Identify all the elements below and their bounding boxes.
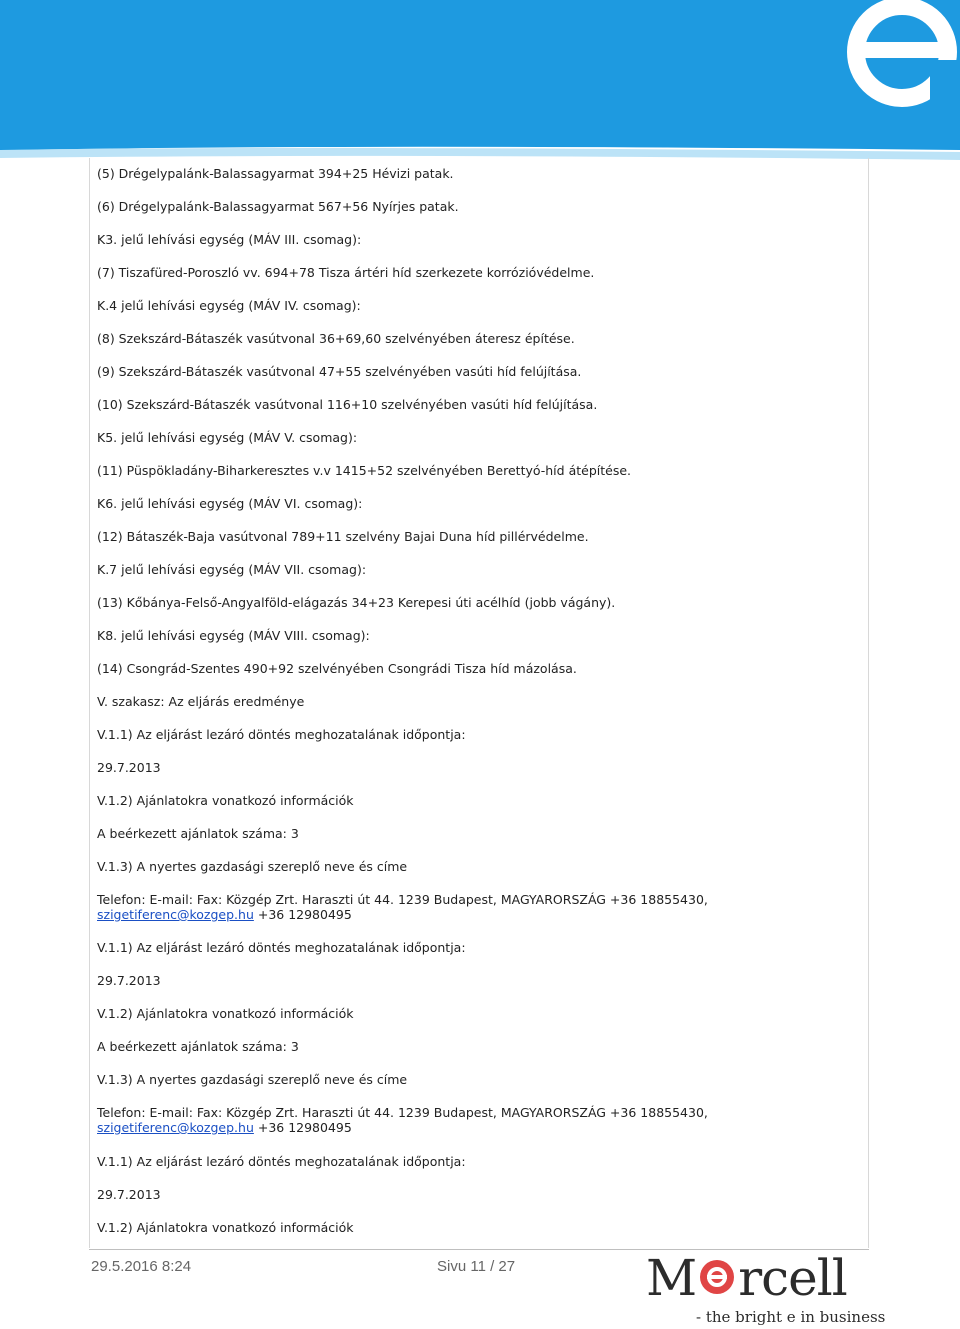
text-line: V.1.1) Az eljárást lezáró döntés meghozatalának időpontja: [97, 940, 466, 955]
header-banner [0, 0, 960, 170]
text-line: (5) Drégelypalánk-Balassagyarmat 394+25 Hévizi patak. [97, 166, 454, 181]
email-link[interactable]: szigetiferenc@kozgep.hu [97, 1120, 254, 1135]
text-line: (13) Kőbánya-Felső-Angyalföld-elágazás 34+23 Kerepesi úti acélhíd (jobb vágány). [97, 595, 616, 610]
date-value: 29.7.2013 [97, 1187, 161, 1202]
text-line: (12) Bátaszék-Baja vasútvonal 789+11 szelvény Bajai Duna híd pillérvédelme. [97, 529, 589, 544]
section-heading: K6. jelű lehívási egység (MÁV VI. csomag): [97, 496, 363, 511]
section-heading: K8. jelű lehívási egység (MÁV VIII. csomag): [97, 628, 370, 643]
text-line: (7) Tiszafüred-Poroszló vv. 694+78 Tisza ártéri híd szerkezete korrózióvédelme. [97, 265, 595, 280]
section-heading: K.4 jelű lehívási egység (MÁV IV. csomag): [97, 298, 361, 313]
contact-text: Telefon: E-mail: Fax: Közgép Zrt. Haraszti út 44. 1239 Budapest, MAGYARORSZÁG +36 18855430, [97, 892, 708, 907]
text-line: V.1.2) Ajánlatokra vonatkozó információk [97, 1220, 354, 1235]
text-line: (8) Szekszárd-Bátaszék vasútvonal 36+69,60 szelvényében áteresz építése. [97, 331, 575, 346]
section-heading: K5. jelű lehívási egység (MÁV V. csomag): [97, 430, 358, 445]
date-value: 29.7.2013 [97, 973, 161, 988]
logo-tagline: - the bright e in business [696, 1308, 886, 1326]
text-line: (14) Csongrád-Szentes 490+92 szelvényében Csongrádi Tisza híd mázolása. [97, 661, 577, 676]
section-heading: K.7 jelű lehívási egység (MÁV VII. csomag): [97, 562, 367, 577]
text-line: (9) Szekszárd-Bátaszék vasútvonal 47+55 szelvényében vasúti híd felújítása. [97, 364, 582, 379]
contact-text: Telefon: E-mail: Fax: Közgép Zrt. Haraszti út 44. 1239 Budapest, MAGYARORSZÁG +36 18855430, [97, 1105, 708, 1120]
logo-wordmark: M rcell [646, 1249, 847, 1307]
contact-phone: +36 12980495 [253, 1120, 352, 1135]
footer-page-number: Sivu 11 / 27 [437, 1258, 516, 1275]
text-line: V.1.2) Ajánlatokra vonatkozó információk [97, 1006, 354, 1021]
contact-info [97, 892, 857, 922]
text-line: A beérkezett ajánlatok száma: 3 [97, 826, 299, 841]
text-line: (6) Drégelypalánk-Balassagyarmat 567+56 Nyírjes patak. [97, 199, 459, 214]
document-body [89, 158, 869, 1248]
text-line: V.1.2) Ajánlatokra vonatkozó információk [97, 793, 354, 808]
contact-info [97, 1105, 857, 1135]
marcell-logo [640, 1249, 886, 1328]
footer-datetime: 29.5.2016 8:24 [91, 1258, 192, 1275]
text-line: A beérkezett ajánlatok száma: 3 [97, 1039, 299, 1054]
e-logo-icon [697, 1257, 737, 1297]
section-title: V. szakasz: Az eljárás eredménye [97, 694, 305, 709]
text-line: V.1.1) Az eljárást lezáró döntés meghozatalának időpontja: [97, 1154, 466, 1169]
date-value: 29.7.2013 [97, 760, 161, 775]
text-line: (11) Püspökladány-Biharkeresztes v.v 1415+52 szelvényében Berettyó-híd átépítése. [97, 463, 631, 478]
contact-phone: +36 12980495 [253, 907, 352, 922]
text-line: V.1.3) A nyertes gazdasági szereplő neve és címe [97, 859, 408, 874]
section-heading: K3. jelű lehívási egység (MÁV III. csomag): [97, 232, 362, 247]
text-line: (10) Szekszárd-Bátaszék vasútvonal 116+10 szelvényében vasúti híd felújítása. [97, 397, 598, 412]
email-link[interactable]: szigetiferenc@kozgep.hu [97, 907, 254, 922]
text-line: V.1.3) A nyertes gazdasági szereplő neve és címe [97, 1072, 408, 1087]
text-line: V.1.1) Az eljárást lezáró döntés meghozatalának időpontja: [97, 727, 466, 742]
